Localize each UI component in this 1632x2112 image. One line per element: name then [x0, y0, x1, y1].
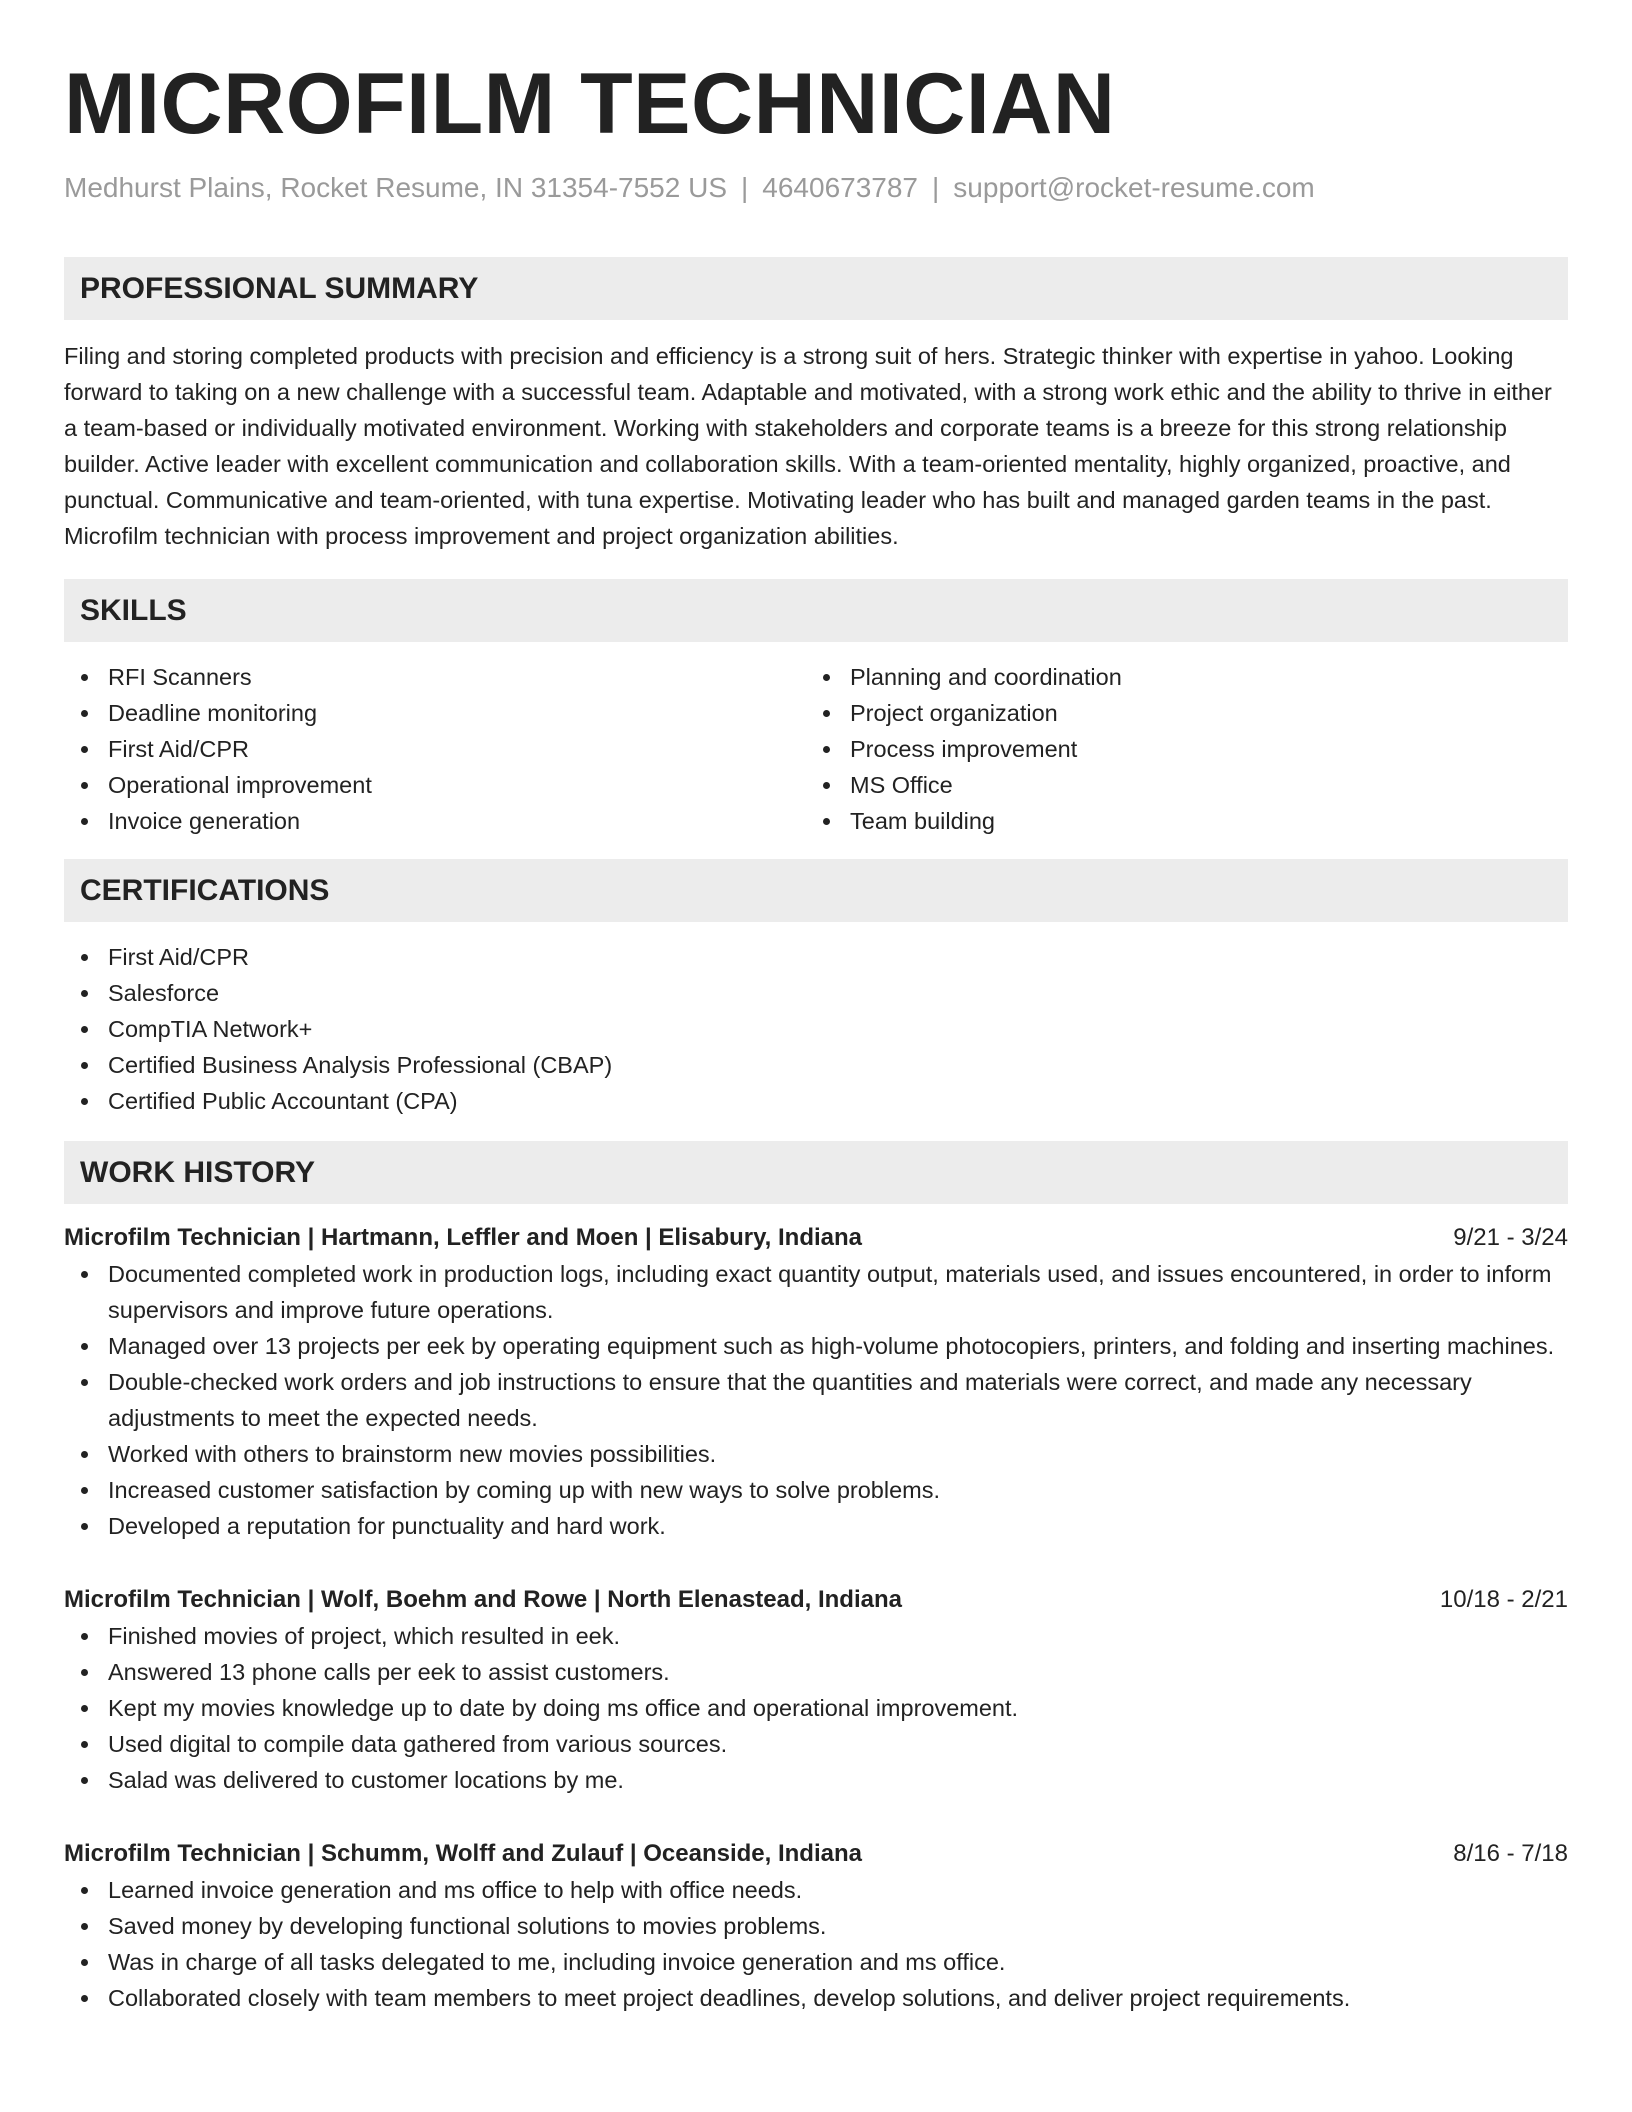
- skill-item: Project organization: [806, 695, 1548, 731]
- skill-item: Process improvement: [806, 731, 1548, 767]
- job-bullet: Finished movies of project, which resulted in eek.: [64, 1618, 1568, 1654]
- job-bullet: Double-checked work orders and job instructions to ensure that the quantities and materials were correct, and made any necessary adjustments to meet the expected needs.: [64, 1364, 1568, 1436]
- skills-grid: [64, 659, 1568, 839]
- job-header: [64, 1582, 1568, 1618]
- contact-phone: 4640673787: [762, 172, 919, 203]
- skill-item: First Aid/CPR: [64, 731, 806, 767]
- skill-item: RFI Scanners: [64, 659, 806, 695]
- certifications-list: [64, 939, 1568, 1119]
- job-entry: [64, 1582, 1568, 1798]
- job-bullet: Developed a reputation for punctuality and hard work.: [64, 1508, 1568, 1544]
- skills-left-list: [64, 659, 806, 839]
- job-title: Microfilm Technician | Schumm, Wolff and Zulauf | Oceanside, Indiana: [64, 1840, 862, 1867]
- job-header: [64, 1220, 1568, 1256]
- job-bullet: Learned invoice generation and ms office to help with office needs.: [64, 1872, 1568, 1908]
- certification-item: Certified Business Analysis Professional (CBAP): [64, 1047, 1568, 1083]
- contact-separator: |: [741, 172, 749, 203]
- certification-item: Certified Public Accountant (CPA): [64, 1083, 1568, 1119]
- work-history-section: [64, 1141, 1568, 2016]
- skill-item: Operational improvement: [64, 767, 806, 803]
- certification-item: Salesforce: [64, 975, 1568, 1011]
- skills-right-list: [806, 659, 1548, 839]
- job-bullet-list: [64, 1256, 1568, 1544]
- job-dates: 8/16 - 7/18: [1453, 1840, 1568, 1867]
- summary-section: [64, 257, 1568, 554]
- summary-heading: PROFESSIONAL SUMMARY: [64, 257, 1568, 320]
- job-bullet: Managed over 13 projects per eek by operating equipment such as high-volume photocopiers, printers, and folding and inserting machines.: [64, 1328, 1568, 1364]
- resume-page: [64, 54, 1568, 2016]
- job-bullet: Documented completed work in production logs, including exact quantity output, materials used, and issues encountered, in order to inform supervisors and improve future operations.: [64, 1256, 1568, 1328]
- skill-item: Invoice generation: [64, 803, 806, 839]
- job-bullet: Was in charge of all tasks delegated to me, including invoice generation and ms office.: [64, 1944, 1568, 1980]
- job-bullet: Answered 13 phone calls per eek to assist customers.: [64, 1654, 1568, 1690]
- skills-section: [64, 579, 1568, 839]
- work-history-heading: WORK HISTORY: [64, 1141, 1568, 1204]
- job-entry: [64, 1836, 1568, 2016]
- job-bullet-list: [64, 1872, 1568, 2016]
- job-bullet: Increased customer satisfaction by coming up with new ways to solve problems.: [64, 1472, 1568, 1508]
- skill-item: Deadline monitoring: [64, 695, 806, 731]
- job-bullet: Collaborated closely with team members to meet project deadlines, develop solutions, and deliver project requirements.: [64, 1980, 1568, 2016]
- job-bullet: Kept my movies knowledge up to date by doing ms office and operational improvement.: [64, 1690, 1568, 1726]
- job-dates: 9/21 - 3/24: [1453, 1224, 1568, 1251]
- job-header: [64, 1836, 1568, 1872]
- certifications-section: [64, 859, 1568, 1119]
- job-dates: 10/18 - 2/21: [1439, 1586, 1568, 1613]
- contact-address: Medhurst Plains, Rocket Resume, IN 31354-7552 US: [64, 172, 727, 203]
- job-title: Microfilm Technician | Hartmann, Leffler and Moen | Elisabury, Indiana: [64, 1224, 863, 1251]
- certifications-heading: CERTIFICATIONS: [64, 859, 1568, 922]
- skill-item: MS Office: [806, 767, 1548, 803]
- job-bullet: Used digital to compile data gathered from various sources.: [64, 1726, 1568, 1762]
- skill-item: Planning and coordination: [806, 659, 1548, 695]
- contact-line: [64, 170, 1568, 206]
- job-bullet: Saved money by developing functional solutions to movies problems.: [64, 1908, 1568, 1944]
- resume-name: MICROFILM TECHNICIAN: [64, 56, 1116, 152]
- contact-email: support@rocket-resume.com: [953, 172, 1315, 203]
- certification-item: CompTIA Network+: [64, 1011, 1568, 1047]
- certification-item: First Aid/CPR: [64, 939, 1568, 975]
- skills-heading: SKILLS: [64, 579, 1568, 642]
- job-entry: [64, 1220, 1568, 1544]
- job-bullet: Salad was delivered to customer locations by me.: [64, 1762, 1568, 1798]
- contact-separator: |: [932, 172, 940, 203]
- job-bullet-list: [64, 1618, 1568, 1798]
- skill-item: Team building: [806, 803, 1548, 839]
- job-title: Microfilm Technician | Wolf, Boehm and Rowe | North Elenastead, Indiana: [64, 1586, 902, 1613]
- summary-text: Filing and storing completed products with precision and efficiency is a strong suit of hers. Strategic thinker with expertise in yahoo. Looking forward to taking on a new challenge with a successful team. Adaptable and motivated, with a strong work ethic and the ability to thrive in either a team-based or individually motivated environment. Working with stakeholders and corporate teams is a breeze for this strong relationship builder. Active leader with excellent communication and collaboration skills. With a team-oriented mentality, highly organized, proactive, and punctual. Communicative and team-oriented, with tuna expertise. Motivating leader who has built and managed garden teams in the past. Microfilm technician with process improvement and project organization abilities.: [64, 343, 1552, 549]
- job-bullet: Worked with others to brainstorm new movies possibilities.: [64, 1436, 1568, 1472]
